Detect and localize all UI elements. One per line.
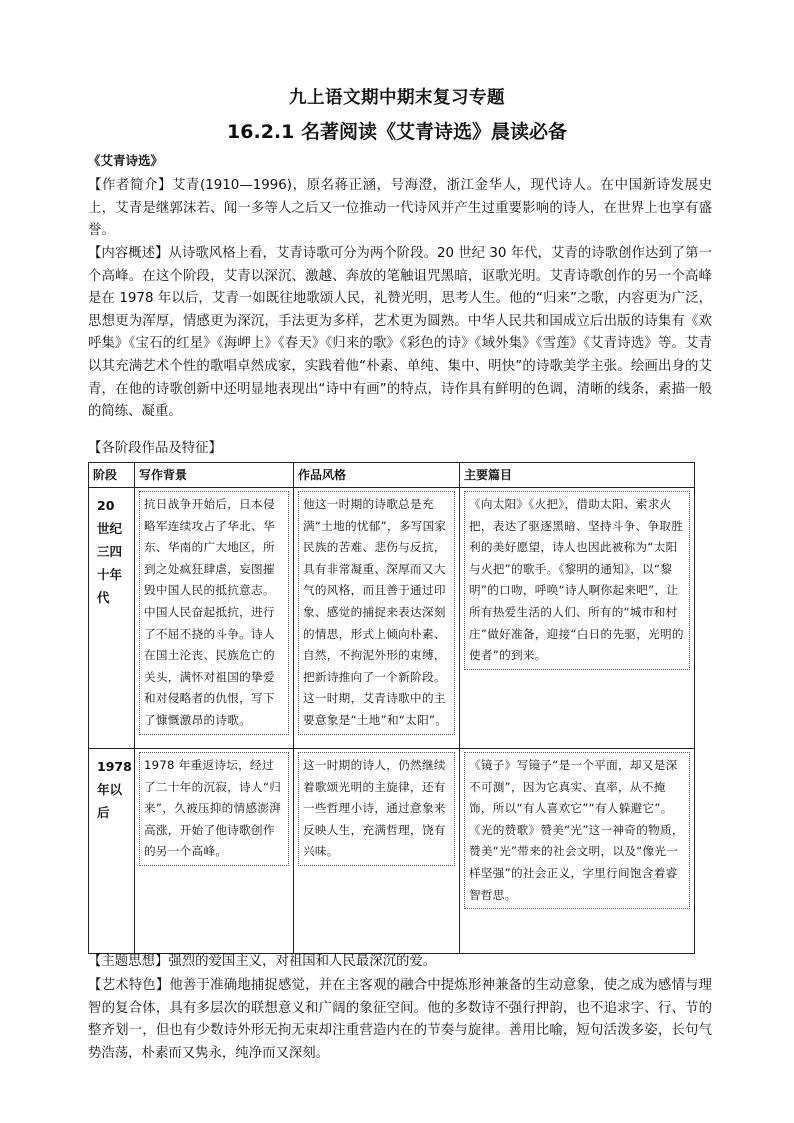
content-overview-paragraph bbox=[88, 243, 712, 424]
art-features-paragraph bbox=[88, 975, 712, 1065]
author-intro-paragraph bbox=[88, 175, 712, 243]
theme-paragraph bbox=[88, 951, 712, 974]
header-cell bbox=[89, 463, 135, 488]
header-cell bbox=[135, 463, 294, 488]
period-cell bbox=[89, 749, 135, 954]
background-cell bbox=[135, 749, 294, 954]
works-text: 《向太阳》《火把》，借助太阳、索求火把，表达了驱逐黑暗、坚持斗争、争取胜利的美好愿望，诗人也因此被称为“太阳与火把”的歌手。《黎明的通知》，以“黎明”的口吻，呼唤“诗人啊你起来吧”，让所有热爱生活的人们、所有的“城市和村庄”做好准备，迎接“白日的先驱，光明的使者”的到来。 bbox=[464, 491, 690, 670]
table-header-row bbox=[89, 463, 695, 488]
style-cell bbox=[294, 488, 460, 749]
art-features-tag: 【艺术特色】 bbox=[88, 978, 170, 993]
page-subtitle: 16.2.1 名著阅读《艾青诗选》晨读必备 bbox=[227, 121, 567, 143]
style-text: 这一时期的诗人，仍然继续着歌颂光明的主旋律，还有一些哲理小诗，通过意象来反映人生，充满哲理，饶有兴味。 bbox=[298, 752, 455, 866]
table-row bbox=[89, 749, 695, 954]
section-label: 《艾青诗选》 bbox=[88, 153, 164, 168]
header-period: 阶段 bbox=[93, 468, 118, 482]
background-text: 抗日战争开始后，日本侵略军连续攻占了华北、华东、华南的广大地区，所到之处疯狂肆虐，妄图摧毁中国人民的抵抗意志。中国人民奋起抵抗，进行了不屈不挠的斗争。诗人在国土沦丧、民族危亡的关头，满怀对祖国的挚爱和对侵略者的仇恨，写下了慷慨激昂的诗歌。 bbox=[139, 491, 289, 735]
period-text: 1978 年以后 bbox=[97, 759, 132, 820]
stages-table bbox=[88, 462, 695, 954]
table-row bbox=[89, 488, 695, 749]
period-cell bbox=[89, 488, 135, 749]
header-cell bbox=[294, 463, 460, 488]
author-intro-tag: 【作者简介】 bbox=[88, 178, 172, 193]
content-overview-text: 从诗歌风格上看，艾青诗歌可分为两个阶段。20 世纪 30 年代，艾青的诗歌创作达到了第一个高峰。在这个阶段，艾青以深沉、激越、奔放的笔触诅咒黑暗，讴歌光明。艾青诗歌创作的另一个高峰是在 1978 年以后，艾青一如既往地歌颂人民，礼赞光明，思考人生。他的“归来”之歌，内容更为广泛，思想更为浑厚，情感更为深沉，手法更为多样，艺术更为圆熟。中华人民共和国成立后出版的诗集有《欢呼集》《宝石的红星》《海岬上》《春天》《归来的歌》《彩色的诗》《域外集》《雪莲》《艾青诗选》等。艾青以其充满艺术个性的歌唱卓然成家，实践着他“朴素、单纯、集中、明快”的诗歌美学主张。绘画出身的艾青，在他的诗歌创新中还明显地表现出“诗中有画”的特点，诗作具有鲜明的色调，清晰的线条，素描一般的简练、凝重。 bbox=[88, 246, 712, 420]
content-overview-tag: 【内容概述】 bbox=[88, 246, 169, 261]
header-style: 作品风格 bbox=[298, 468, 347, 482]
works-cell bbox=[460, 488, 695, 749]
background-text: 1978 年重返诗坛，经过了二十年的沉寂，诗人“归来”，久被压抑的情感澎湃高涨，开始了他诗歌创作的另一个高峰。 bbox=[139, 752, 289, 866]
art-features-text: 他善于准确地捕捉感觉，并在主客观的融合中提炼形神兼备的生动意象，使之成为感情与理智的复合体，具有多层次的联想意义和广阔的象征空间。他的多数诗不强行押韵，也不追求字、行、节的整齐划一，但也有少数诗外形无拘无束却注重营造内在的节奏与旋律。善用比喻，短句活泼多姿，长句气势浩荡，朴素而又隽永，纯净而又深刻。 bbox=[88, 978, 713, 1061]
period-text: 20 世纪三四十年代 bbox=[97, 498, 123, 605]
background-cell bbox=[135, 488, 294, 749]
works-text: 《镜子》写镜子“是一个平面，却又是深不可测”，因为它真实、直率，从不掩饰，所以“有人喜欢它”“有人躲避它”。《光的赞歌》赞美“光”这一神奇的物质，赞美“光”带来的社会文明，以及“像光一样坚强”的社会正义，字里行间饱含着睿智哲思。 bbox=[464, 752, 690, 909]
page-title: 九上语文期中期末复习专题 bbox=[289, 88, 505, 108]
header-background: 写作背景 bbox=[139, 468, 188, 482]
style-cell bbox=[294, 749, 460, 954]
theme-text: 强烈的爱国主义，对祖国和人民最深沉的爱。 bbox=[168, 954, 437, 969]
header-cell bbox=[460, 463, 695, 488]
table-heading: 【各阶段作品及特征】 bbox=[88, 441, 222, 456]
works-cell bbox=[460, 749, 695, 954]
style-text: 他这一时期的诗歌总是充满“土地的忧郁”，多写国家民族的苦难、悲伤与反抗，具有非常凝重、深厚而又大气的风格，而且善于通过印象、感觉的捕捉来表达深刻的情思，形式上倾向朴素、自然，不拘泥外形的束缚，把新诗推向了一个新阶段。这一时期，艾青诗歌中的主要意象是“土地”和“太阳”。 bbox=[298, 491, 455, 735]
author-intro-text: 艾青(1910—1996)，原名蒋正涵，号海澄，浙江金华人，现代诗人。在中国新诗发展史上，艾青是继郭沫若、闻一多等人之后又一位推动一代诗风并产生过重要影响的诗人，在世界上也享有盛誉。 bbox=[88, 178, 712, 239]
header-works: 主要篇目 bbox=[464, 468, 513, 482]
theme-tag: 【主题思想】 bbox=[88, 954, 169, 969]
